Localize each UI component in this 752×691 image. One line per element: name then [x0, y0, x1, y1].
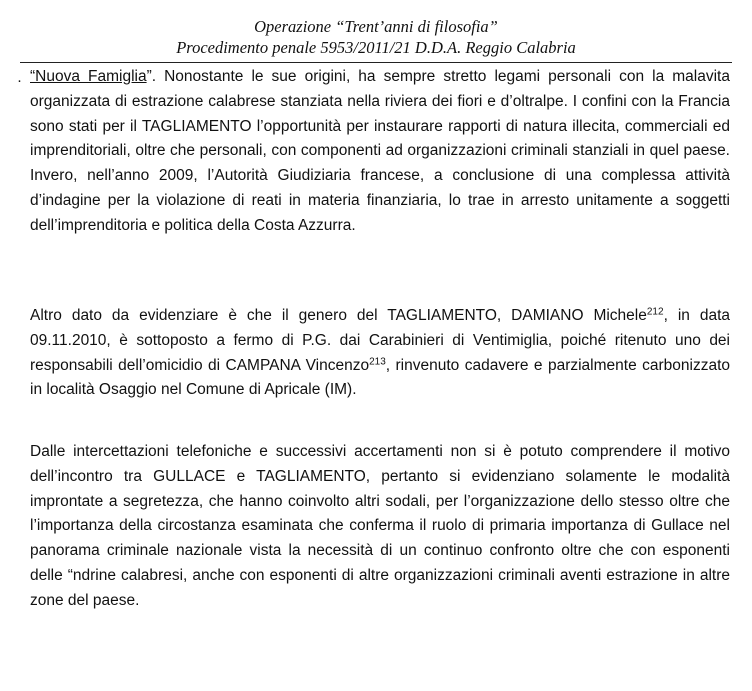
page-header: [0, 16, 752, 58]
footnote-ref-213[interactable]: 213: [369, 356, 386, 368]
paragraph-2-part-2: , in data 09.11.2010, è sottoposto a fermo di P.G. dai Carabinieri di Ventimiglia, poiché ritenuto uno dei responsabili dell’omicidio di CAMPANA Vincenzo: [30, 307, 730, 374]
margin-mark: ·: [17, 74, 22, 90]
paragraph-2-part-3: , rinvenuto cadavere e parzialmente carbonizzato in località Osaggio nel Comune di Apricale (IM).: [30, 356, 731, 399]
footnote-ref-212[interactable]: 212: [646, 306, 664, 318]
paragraph-3-text: Dalle intercettazioni telefoniche e successivi accertamenti non si è potuto comprendere il motivo dell’incontro tra GULLACE e TAGLIAMENTO, pertanto si evidenziano solamente le modalità improntate a segretezza, che hanno coinvolto altri sodali, per l’organizzazione dello stesso oltre che l’importanza della circostanza esaminata che conferma il ruolo di primaria importanza di Gullace nel panorama criminale nazionale vista la necessità di un continuo confronto oltre che con esponenti delle “ndrine calabresi, anche con esponenti di altre organizzazioni criminali aventi estrazione in altre zone del paese.: [30, 443, 730, 609]
paragraph-3: [30, 440, 730, 614]
paragraph-2-part-1: Altro dato da evidenziare è che il genero del TAGLIAMENTO, DAMIANO Michele: [30, 307, 647, 324]
header-title: Operazione “Trent’anni di filosofia”: [254, 17, 498, 36]
paragraph-1: [30, 65, 730, 239]
header-subtitle: Procedimento penale 5953/2011/21 D.D.A. Reggio Calabria: [176, 38, 576, 57]
paragraph-2: [30, 304, 730, 403]
paragraph-1-text: ”. Nonostante le sue origini, ha sempre stretto legami personali con la malavita organizzata di estrazione calabrese stanziata nella riviera dei fiori e d’oltralpe. I confini con la Francia sono stati per il TAGLIAMENTO l’opportunità per instaurare rapporti di natura illecita, commerciali ed imprenditoriali, oltre che personali, con componenti ad organizzazioni criminali stanziali in quel paese. Invero, nell’anno 2009, l’Autorità Giudiziaria francese, a conclusione di una complessa attività d’indagine per la violazione di reati in materia finanziaria, lo trae in arresto unitamente a soggetti dell’imprenditoria e politica della Costa Azzurra.: [30, 68, 730, 234]
underlined-quote: “Nuova Famiglia: [30, 68, 147, 85]
header-divider: [20, 62, 732, 63]
